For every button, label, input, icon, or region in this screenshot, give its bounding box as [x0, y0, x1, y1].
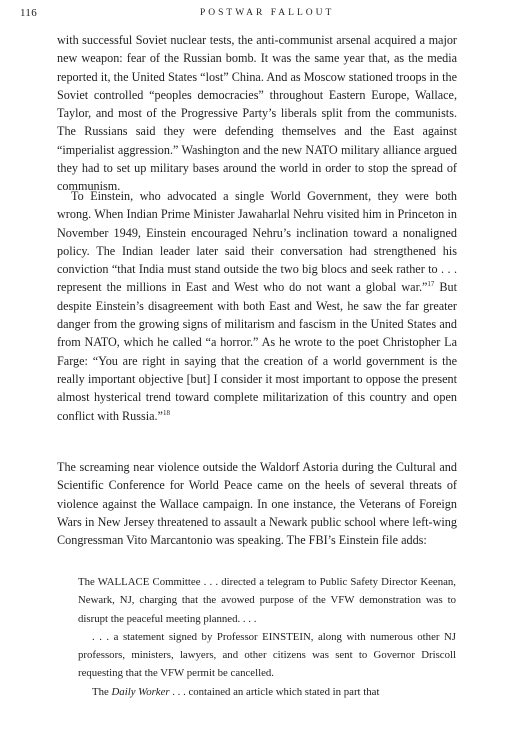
paragraph-2 [57, 187, 457, 425]
paragraph-1-text: with successful Soviet nuclear tests, the anti-communist arsenal acquired a major new weapon: fear of the Russian bomb. It was the same year that, as the media reported it, the United States “lost” China. And as Moscow stationed troops in the Soviet controlled “peoples democracies” throughout Eastern Europe, Wallace, Taylor, and most of the Progressive Party’s liberals split from the communists. The Russians said they were defending themselves and the East against “imperialist aggression.” Washington and the new NATO military alliance argued they had to set up military bases around the world in order to stop the spread of communism. [57, 33, 457, 194]
daily-worker-title: Daily Worker [111, 685, 170, 698]
running-head: POSTWAR FALLOUT [200, 8, 335, 18]
paragraph-2-text [57, 187, 457, 425]
page-number: 116 [20, 7, 37, 19]
paragraph-2-part-2: But despite Einstein’s disagreement with both East and West, he saw the far greater danger from the growing signs of militarism and fascism in the United States and from NATO, which he called “a horror.” As he wrote to the poet Christopher La Farge: “You are right in saying that the creation of a world government is the really important objective [but] I consider it most important to oppose the present almost hysterical trend toward complete militarization of this country and open conflict with Russia.” [57, 280, 458, 423]
paragraph-2-part-1: To Einstein, who advocated a single World Government, they were both wrong. When Indian Prime Minister Jawaharlal Nehru visited him in Princeton in November 1949, Einstein encouraged Nehru’s inclination toward a nonaligned policy. The Indian leader later said their conversation had strengthened his conviction “that India must stand outside the two big blocs and seek rather to . . . represent the millions in East and West who do not want a global war.” [57, 189, 457, 295]
blockquote-para-3-rest: . . . contained an article which stated in part that [169, 685, 380, 698]
paragraph-3-text: The screaming near violence outside the Waldorf Astoria during the Cultural and Scientific Conference for World Peace came on the heels of several threats of violence against the Wallace campaign. In one instance, the Veterans of Foreign Wars in New Jersey threatened to assault a Newark public school where left-wing Congressman Vito Marcantonio was speaking. The FBI’s Einstein file adds: [57, 460, 457, 548]
blockquote-para-2: . . . a statement signed by Professor EINSTEIN, along with numerous other NJ professors, ministers, lawyers, and other citizens was sent to Governor Driscoll requesting that the VFW permit be cancelled. [78, 630, 456, 680]
blockquote-para-3-prefix: The [92, 685, 112, 698]
paragraph-1 [57, 31, 457, 196]
footnote-ref-17: 17 [427, 280, 435, 289]
blockquote-para-1: The WALLACE Committee . . . directed a telegram to Public Safety Director Keenan, Newark, NJ, charging that the avowed purpose of the VFW demonstration was to disrupt the peaceful meeting planned. . . . [78, 576, 456, 625]
fbi-file-blockquote [78, 573, 456, 701]
footnote-ref-18: 18 [162, 408, 170, 417]
blockquote-para-3 [78, 683, 456, 701]
paragraph-3 [57, 458, 457, 549]
